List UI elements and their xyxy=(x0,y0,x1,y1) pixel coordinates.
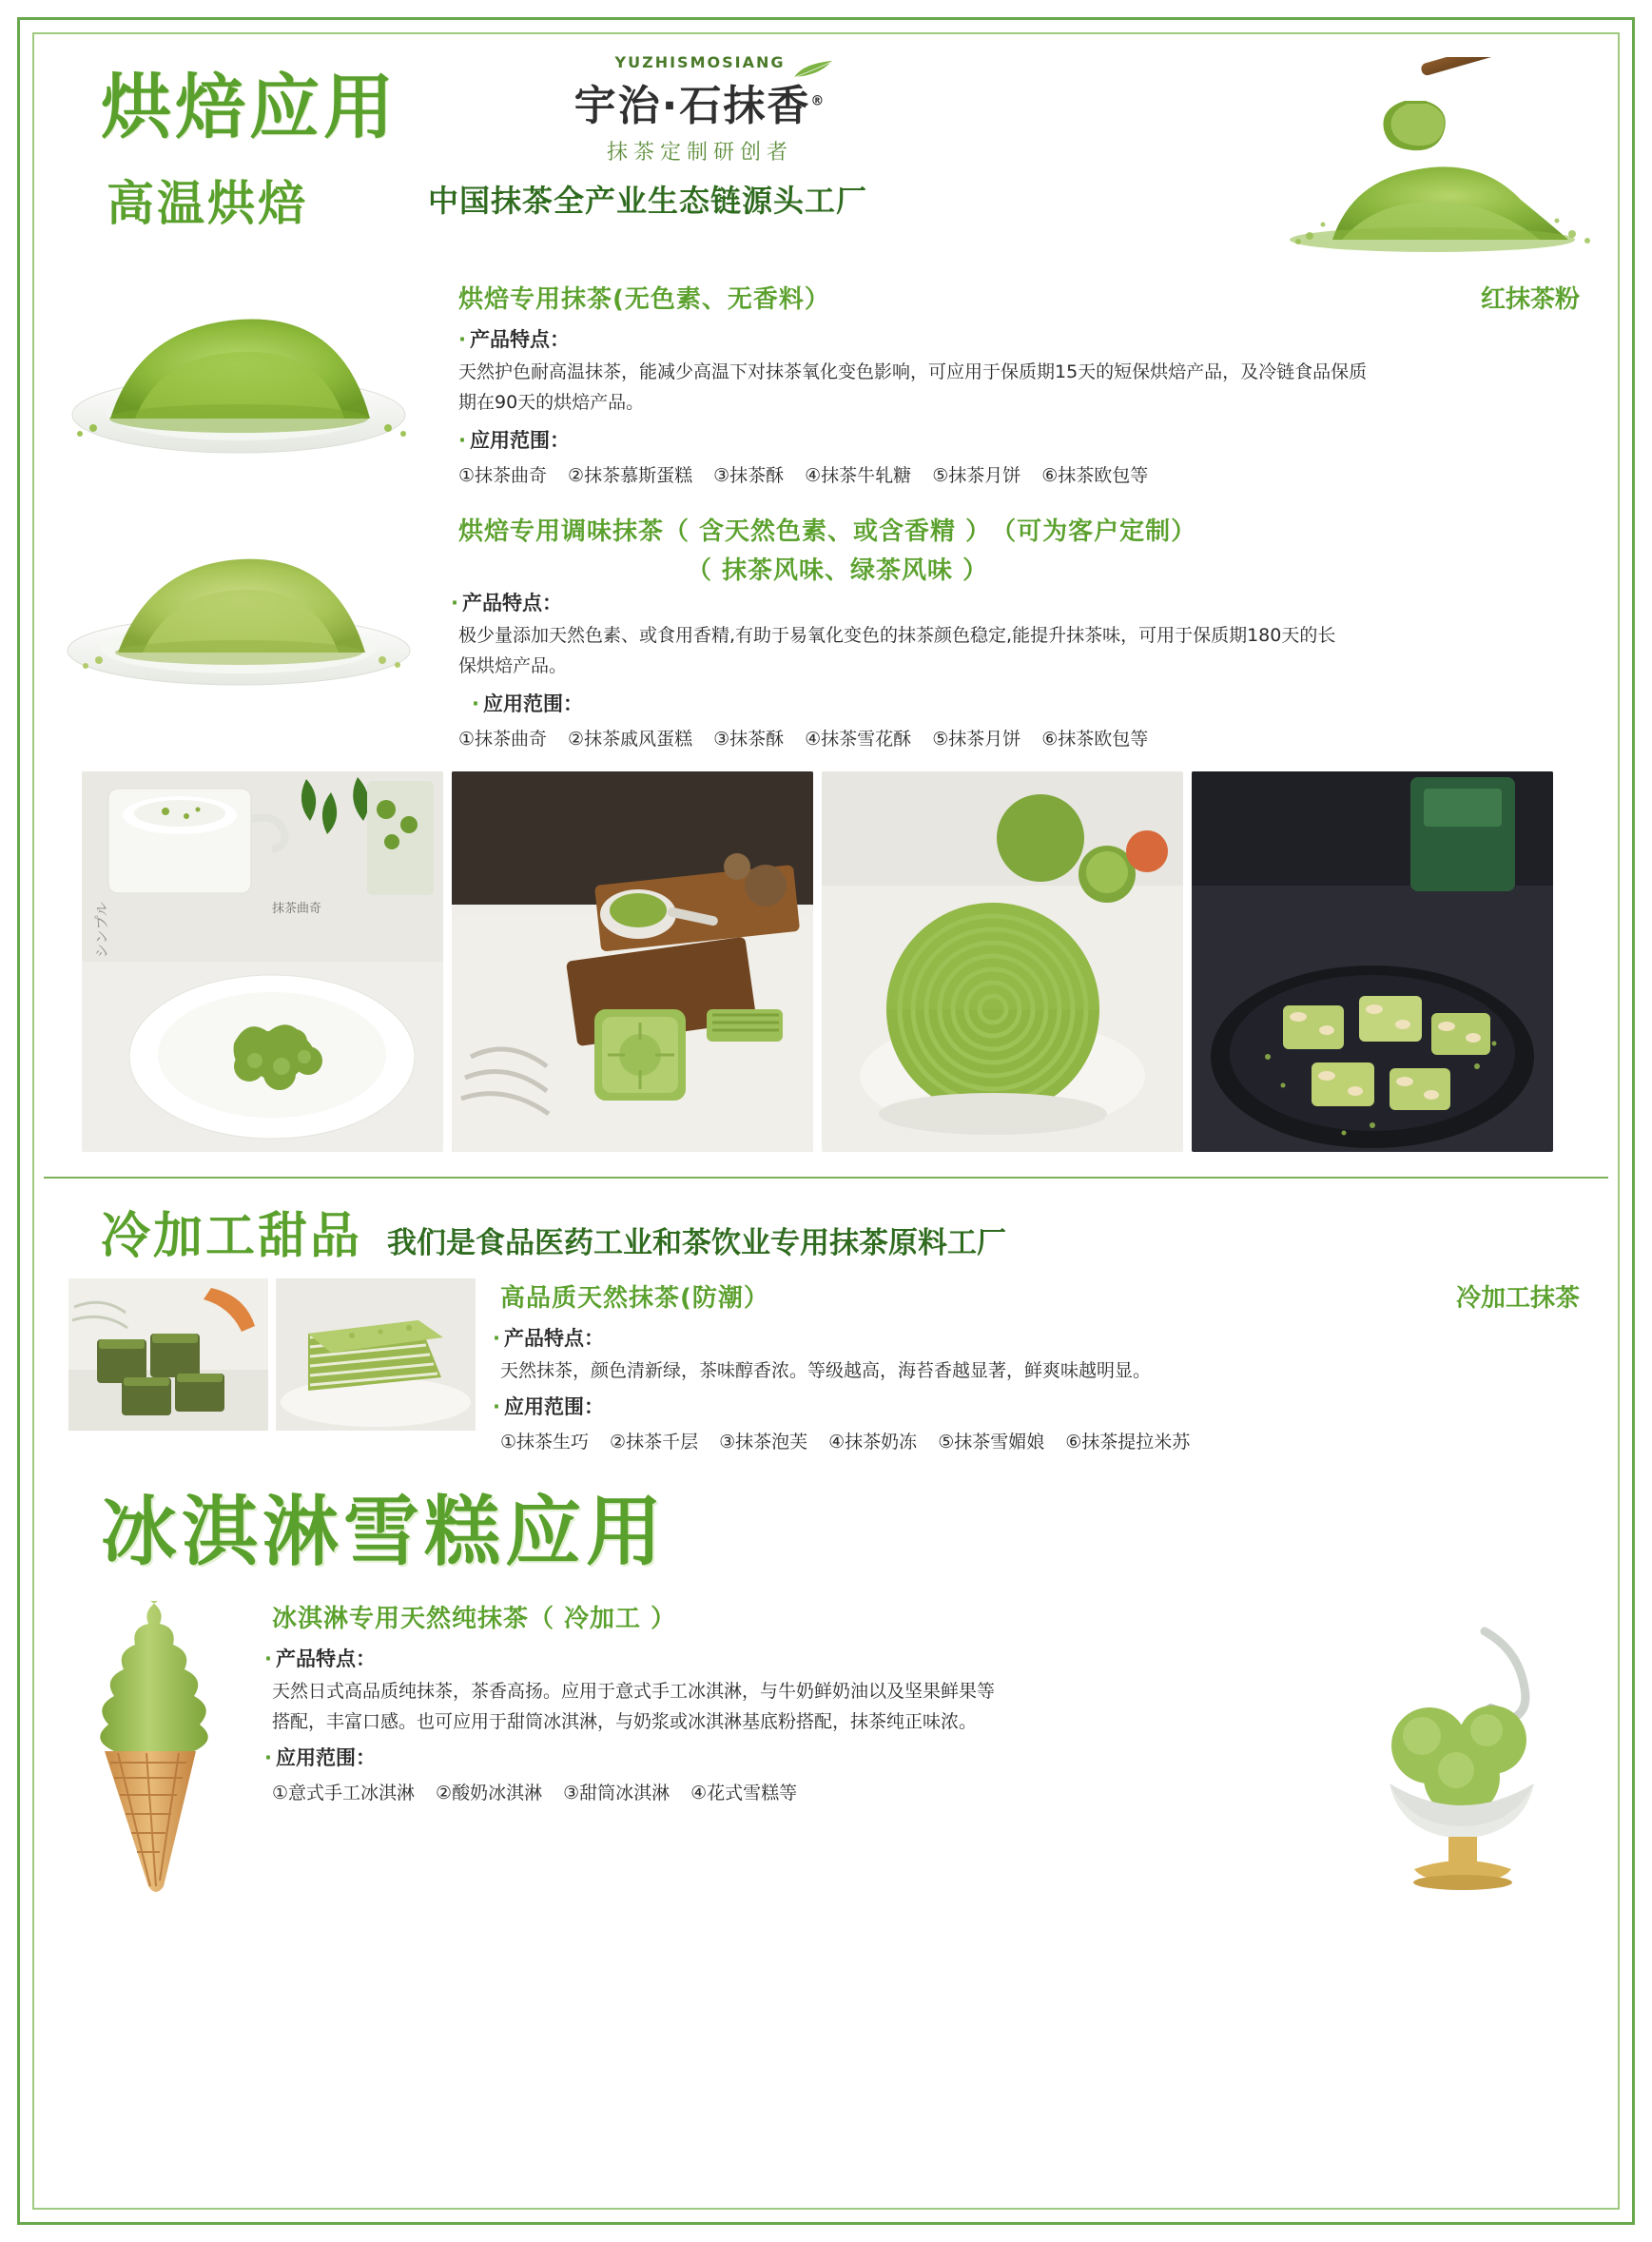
apply-item: ④抹茶牛轧糖 xyxy=(805,465,912,486)
apply-item: ①抹茶曲奇 xyxy=(458,729,548,750)
section-2 xyxy=(44,1196,1608,1453)
apply-item: ②抹茶慕斯蛋糕 xyxy=(568,465,693,486)
matcha-mille-crepe-photo xyxy=(276,1278,476,1431)
product-row-2 xyxy=(44,508,1608,751)
product-2-title-line2: （ 抹茶风味、绿茶风味 ） xyxy=(687,556,989,585)
section-2-product-right-label: 冷加工抹茶 xyxy=(1455,1284,1580,1313)
matcha-powder-scoop-photo xyxy=(1218,57,1618,257)
product-1-feature-label: · 产品特点： xyxy=(458,324,1608,353)
section-2-feature-text: 天然抹茶，颜色清新绿，茶味醇香浓。等级越高，海苔香越显著，鲜爽味越明显。 xyxy=(500,1360,1152,1381)
apply-item: ①抹茶曲奇 xyxy=(458,465,548,486)
section-3-product-title: 冰淇淋专用天然纯抹茶（ 冷加工 ） xyxy=(272,1605,677,1633)
svg-text:シンプル: シンプル xyxy=(93,901,110,958)
apply-item: ②抹茶戚风蛋糕 xyxy=(568,729,693,750)
product-2-title: 烘焙专用调味抹茶（ 含天然色素、或含香精 ） xyxy=(458,517,992,546)
strip-photo-3 xyxy=(822,771,1183,1152)
brand-slogan: 抹茶定制研创者 xyxy=(606,141,793,165)
product-1-apply-items xyxy=(458,461,1608,487)
apply-item: ①意式手工冰淇淋 xyxy=(272,1783,416,1803)
product-2-apply-items xyxy=(458,725,1608,751)
apply-item: ⑥抹茶提拉米苏 xyxy=(1065,1432,1191,1452)
apply-item: ②抹茶千层 xyxy=(610,1432,699,1452)
brand-latin: YUZHISMOSIANG xyxy=(614,53,786,71)
brand-cn xyxy=(574,71,826,132)
apply-item: ④花式雪糕等 xyxy=(690,1783,798,1803)
leaf-icon xyxy=(793,59,833,80)
matcha-soft-serve-cone-photo xyxy=(44,1586,262,1900)
product-1-feature-text: 天然护色耐高温抹茶，能减少高温下对抹茶氧化变色影响，可应用于保质期15天的短保烘焙产品，及冷链食品保质期在90天的烘焙产品。 xyxy=(458,361,1368,413)
section-3-feature-text: 天然日式高品质纯抹茶，茶香高扬。应用于意式手工冰淇淋，与牛奶鲜奶油以及坚果鲜果等搭配，丰富口感。也可应用于甜筒冰淇淋，与奶浆或冰淇淋基底粉搭配，抹茶纯正味浓。 xyxy=(272,1681,996,1732)
section-3-title: 冰淇淋雪糕应用 xyxy=(101,1488,667,1576)
section-2-tagline: 我们是食品医药工业和茶饮业专用抹茶原料工厂 xyxy=(387,1226,1007,1260)
product-2-title-note: （可为客户定制） xyxy=(991,517,1197,546)
apply-item: ③抹茶泡芙 xyxy=(719,1432,808,1452)
apply-item: ④抹茶雪花酥 xyxy=(805,729,912,750)
apply-item: ⑥抹茶欧包等 xyxy=(1041,465,1149,486)
brand-logo xyxy=(557,53,843,166)
product-2-image xyxy=(44,508,434,689)
section-3 xyxy=(44,1471,1608,1903)
product-row-1 xyxy=(44,276,1608,487)
trademark-symbol: ® xyxy=(810,93,826,109)
product-1-right-label: 红抹茶粉 xyxy=(1480,285,1580,314)
strip-photo-1 xyxy=(82,771,443,1152)
apply-item: ⑤抹茶雪媚娘 xyxy=(938,1432,1045,1452)
section-2-images xyxy=(68,1278,477,1431)
product-2-feature-text: 极少量添加天然色素、或食用香精,有助于易氧化变色的抹茶颜色稳定,能提升抹茶味，可用于保质期180天的长保烘焙产品。 xyxy=(458,625,1336,676)
section-2-product-title: 高品质天然抹茶(防潮） xyxy=(500,1284,769,1313)
brand-cn-text: 宇治·石抹香 xyxy=(573,82,811,130)
matcha-mooncake-photo xyxy=(452,771,813,1152)
page-title: 烘焙应用 xyxy=(101,67,398,148)
section-2-apply-items xyxy=(500,1428,1608,1453)
apply-item: ③抹茶酥 xyxy=(713,729,785,750)
section-2-apply-label: · 应用范围： xyxy=(493,1392,1608,1420)
apply-item: ⑤抹茶月饼 xyxy=(932,465,1021,486)
section-3-apply-items xyxy=(272,1779,1313,1804)
section-3-apply-label: · 应用范围： xyxy=(264,1743,1313,1771)
section-2-title: 冷加工甜品 xyxy=(101,1208,363,1265)
apply-item: ④抹茶奶冻 xyxy=(828,1432,918,1452)
matcha-powder-plate-photo-1 xyxy=(44,276,434,457)
apply-item: ⑤抹茶月饼 xyxy=(932,729,1021,750)
strip-photo-2 xyxy=(452,771,813,1152)
apply-item: ⑥抹茶欧包等 xyxy=(1041,729,1149,750)
matcha-cookies-photo xyxy=(82,771,443,1152)
section-divider xyxy=(44,1177,1608,1179)
product-1-title: 烘焙专用抹茶(无色素、无香料） xyxy=(458,285,830,314)
header-tagline: 中国抹茶全产业生态链源头工厂 xyxy=(428,183,868,219)
photo-strip xyxy=(82,771,1608,1152)
product-2-feature-label: · 产品特点： xyxy=(451,588,1608,616)
section-3-feature-label: · 产品特点： xyxy=(264,1644,1313,1672)
product-2-apply-label: · 应用范围： xyxy=(472,689,1608,717)
header xyxy=(44,44,1608,263)
matcha-ball-dessert-photo xyxy=(822,771,1183,1152)
strip-photo-4 xyxy=(1192,771,1553,1152)
section-2-feature-label: · 产品特点： xyxy=(493,1323,1608,1352)
matcha-raw-chocolate-photo xyxy=(68,1278,268,1431)
product-1-apply-label: · 应用范围： xyxy=(458,425,1608,454)
poster-content xyxy=(44,44,1608,2198)
apply-item: ③抹茶酥 xyxy=(713,465,785,486)
matcha-powder-plate-photo-2 xyxy=(44,508,434,689)
section-3-cone-image xyxy=(44,1586,262,1903)
matcha-ice-cream-bowl-photo xyxy=(1323,1624,1608,1900)
svg-text:抹茶曲奇: 抹茶曲奇 xyxy=(272,902,322,916)
matcha-nougat-photo xyxy=(1192,771,1553,1152)
apply-item: ②酸奶冰淇淋 xyxy=(436,1783,543,1803)
section-3-bowl-image xyxy=(1323,1624,1608,1903)
apply-item: ③甜筒冰淇淋 xyxy=(563,1783,671,1803)
apply-item: ①抹茶生巧 xyxy=(500,1432,590,1452)
header-subtitle: 高温烘焙 xyxy=(107,176,308,231)
product-1-image xyxy=(44,276,434,457)
